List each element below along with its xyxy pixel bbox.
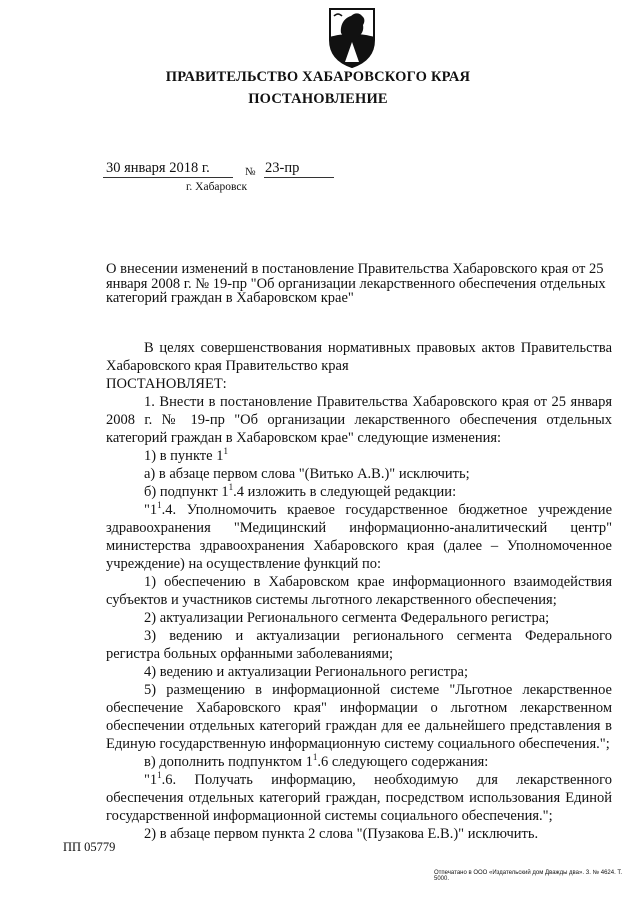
date-underline (103, 177, 233, 178)
paragraph-2 (106, 447, 612, 465)
paragraph-7: 2) актуализации Регионального сегмента Федерального регистра; (144, 610, 550, 626)
number-underline (264, 177, 334, 178)
paragraph-4-text-end: .4 изложить в следующей редакции: (233, 484, 457, 500)
number-sign: № (245, 166, 256, 178)
paragraph-2-text: 1) в пункте 1 (144, 448, 224, 464)
document-code: ПП 05779 (63, 840, 116, 854)
paragraph-12-text-end: .6. Получать информацию, необходимую для лекарственного обеспечения отдельных категорий граждан, посредством использования Единой государственной информационной системы социального обеспечения."; (106, 772, 612, 824)
doc-date: 30 января 2018 г. (106, 160, 210, 176)
paragraph-5 (106, 501, 612, 573)
superscript: 1 (157, 500, 162, 510)
resolves-heading: ПОСТАНОВЛЯЕТ: (106, 376, 227, 392)
paragraph-4-text: б) подпункт 1 (144, 484, 229, 500)
paragraph-3: а) в абзаце первом слова "(Витько А.В.)" исключить; (144, 466, 470, 482)
paragraph-5-text: "1 (144, 502, 158, 518)
paragraph-8: 3) ведению и актуализации регионального сегмента Федерального регистра больных орфанными заболеваниями; (106, 628, 612, 662)
printer-imprint: Отпечатано в ООО «Издательский дом Дважды два». З. № 4624. Т. 5000. (434, 870, 623, 882)
paragraph-6: 1) обеспечению в Хабаровском крае информационного взаимодействия субъектов и участников системы льготного лекарственного обеспечения; (106, 574, 612, 608)
paragraph-13: 2) в абзаце первом пункта 2 слова "(Пузакова Е.В.)" исключить. (144, 826, 539, 842)
superscript: 1 (312, 752, 318, 762)
paragraph-12 (106, 771, 612, 825)
doc-body (106, 339, 612, 843)
superscript: 1 (157, 770, 162, 780)
doc-subject: О внесении изменений в постановление Правительства Хабаровского края от 25 января 2008 г. № 19-пр "Об организации лекарственного обеспечения отдельных категорий граждан в Хабаровском крае" (106, 261, 606, 306)
paragraph-11 (106, 753, 612, 771)
superscript: 1 (228, 482, 234, 492)
paragraph-5-text-end: .4. Уполномочить краевое государственное бюджетное учреждение здравоохранения "Медицинский информационно-аналитический центр" министерства здравоохранения Хабаровского края (далее – Уполномоченное учреждение) на осуществление функций по: (106, 502, 612, 572)
coat-of-arms-icon (327, 6, 377, 68)
paragraph-11-text: в) дополнить подпунктом 1 (144, 754, 313, 770)
paragraph-9: 4) ведению и актуализации Регионального регистра; (144, 664, 468, 680)
doc-number: 23-пр (265, 160, 300, 176)
paragraph-10: 5) размещению в информационной системе "Льготное лекарственное обеспечение Хабаровского края" информации о льготном лекарственном обеспечении отдельных категорий граждан для ее дальнейшего представления в Единую государственную информационную систему социального обеспечения."; (106, 682, 612, 752)
paragraph-11-text-end: .6 следующего содержания: (317, 754, 489, 770)
org-title: ПРАВИТЕЛЬСТВО ХАБАРОВСКОГО КРАЯ (165, 69, 471, 85)
paragraph-12-text: "1 (144, 772, 158, 788)
paragraph-1: 1. Внести в постановление Правительства Хабаровского края от 25 января 2008 г. № 19-пр "Об организации лекарственного обеспечения отдельных категорий граждан в Хабаровском крае" следующие изменения: (106, 394, 612, 446)
paragraph-4 (106, 483, 612, 501)
intro-paragraph: В целях совершенствования нормативных правовых актов Правительства Хабаровского края Правительство края (106, 340, 612, 374)
doc-city: г. Хабаровск (186, 181, 248, 193)
superscript: 1 (223, 446, 228, 456)
doc-type-title: ПОСТАНОВЛЕНИЕ (248, 91, 388, 107)
